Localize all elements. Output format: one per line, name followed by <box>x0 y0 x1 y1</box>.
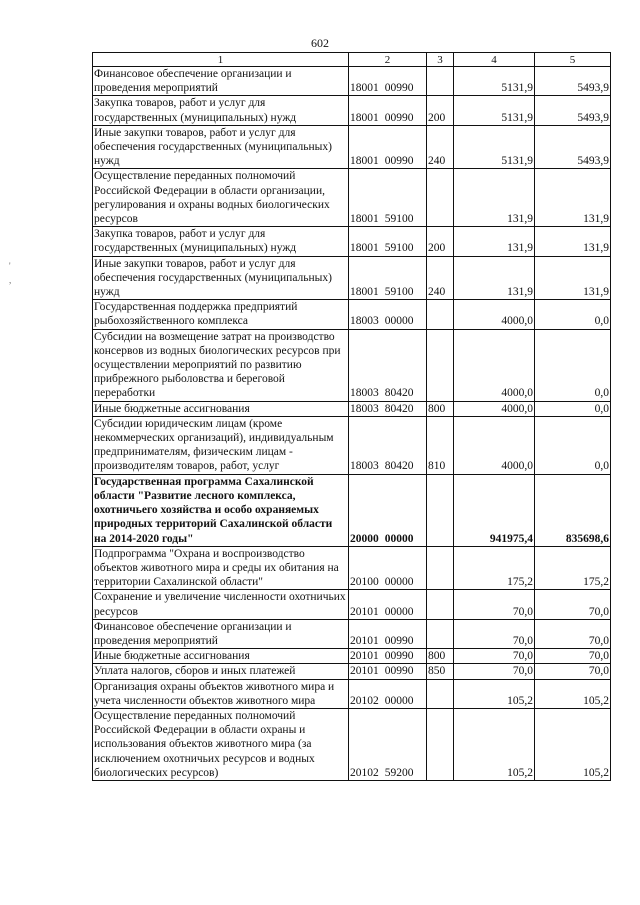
row-amount-col5: 105,2 <box>535 679 611 708</box>
row-code <box>349 300 427 329</box>
budget-table <box>92 52 611 781</box>
table-row <box>93 590 611 619</box>
row-amount-col5: 5493,9 <box>535 96 611 125</box>
row-name: Субсидии юридическим лицам (кроме некоммерческих организаций), индивидуальным предпринимателям, физическим лицам - производителям товаров, работ, услуг <box>93 416 349 474</box>
row-name: Субсидии на возмещение затрат на производство консервов из водных биологических ресурсов при осуществлении мероприятий по развитию прибрежного рыболовства и береговой переработки <box>93 329 349 401</box>
code-direction: 80420 <box>384 460 414 473</box>
row-amount-col4: 70,0 <box>454 664 535 679</box>
row-amount-col4: 70,0 <box>454 619 535 648</box>
row-expense-type: 850 <box>427 664 454 679</box>
row-amount-col4: 4000,0 <box>454 416 535 474</box>
row-code <box>349 664 427 679</box>
row-expense-type <box>427 67 454 96</box>
code-direction: 00990 <box>384 111 414 124</box>
code-direction: 00990 <box>384 155 414 168</box>
row-amount-col5: 5493,9 <box>535 67 611 96</box>
row-code <box>349 679 427 708</box>
row-expense-type: 240 <box>427 125 454 169</box>
row-amount-col5: 0,0 <box>535 329 611 401</box>
code-program: 18001 <box>350 111 379 124</box>
row-amount-col4: 131,9 <box>454 169 535 227</box>
code-direction: 00990 <box>384 82 414 95</box>
row-code <box>349 474 427 546</box>
row-code <box>349 416 427 474</box>
code-program: 20101 <box>350 665 379 678</box>
code-direction: 80420 <box>384 387 414 400</box>
header-col-4: 4 <box>454 53 535 67</box>
row-code <box>349 169 427 227</box>
row-amount-col4: 4000,0 <box>454 329 535 401</box>
table-row <box>93 619 611 648</box>
margin-mark: ' <box>9 261 11 271</box>
code-direction: 00000 <box>384 605 414 618</box>
row-code <box>349 708 427 780</box>
table-row <box>93 256 611 300</box>
row-expense-type: 200 <box>427 96 454 125</box>
page-number: 602 <box>311 36 329 50</box>
code-program: 18001 <box>350 242 379 255</box>
code-direction: 00000 <box>384 694 414 707</box>
row-amount-col5: 70,0 <box>535 619 611 648</box>
row-amount-col5: 131,9 <box>535 256 611 300</box>
row-name: Иные бюджетные ассигнования <box>93 401 349 416</box>
code-program: 20102 <box>350 766 379 779</box>
code-direction: 59100 <box>384 213 414 226</box>
row-name: Иные бюджетные ассигнования <box>93 649 349 664</box>
row-amount-col4: 105,2 <box>454 708 535 780</box>
row-name: Финансовое обеспечение организации и проведения мероприятий <box>93 619 349 648</box>
row-code <box>349 401 427 416</box>
table-row <box>93 708 611 780</box>
code-direction: 00990 <box>384 665 414 678</box>
row-name: Осуществление переданных полномочий Российской Федерации в области охраны и использования объектов животного мира (за исключением охотничьих ресурсов и водных биологических ресурсов) <box>93 708 349 780</box>
code-direction: 00000 <box>384 315 414 328</box>
code-direction: 00000 <box>384 532 414 545</box>
code-program: 20101 <box>350 634 379 647</box>
code-direction: 59200 <box>384 766 414 779</box>
header-row <box>93 53 611 67</box>
table-row <box>93 227 611 256</box>
code-program: 18001 <box>350 155 379 168</box>
code-program: 20101 <box>350 650 379 663</box>
row-expense-type <box>427 546 454 590</box>
row-expense-type <box>427 590 454 619</box>
table-row <box>93 649 611 664</box>
row-amount-col4: 70,0 <box>454 649 535 664</box>
table-row <box>93 679 611 708</box>
row-name: Сохранение и увеличение численности охотничьих ресурсов <box>93 590 349 619</box>
row-amount-col5: 0,0 <box>535 416 611 474</box>
row-expense-type <box>427 300 454 329</box>
code-program: 20102 <box>350 694 379 707</box>
code-program: 20000 <box>350 532 379 545</box>
row-code <box>349 125 427 169</box>
table-row <box>93 67 611 96</box>
code-direction: 59100 <box>384 286 414 299</box>
row-expense-type: 200 <box>427 227 454 256</box>
row-expense-type <box>427 708 454 780</box>
table-row <box>93 96 611 125</box>
row-expense-type <box>427 329 454 401</box>
header-col-1: 1 <box>93 53 349 67</box>
row-amount-col4: 70,0 <box>454 590 535 619</box>
row-code <box>349 256 427 300</box>
row-code <box>349 67 427 96</box>
table-row <box>93 474 611 546</box>
table-row <box>93 416 611 474</box>
code-program: 18001 <box>350 82 379 95</box>
row-code <box>349 227 427 256</box>
row-amount-col4: 5131,9 <box>454 67 535 96</box>
row-amount-col5: 835698,6 <box>535 474 611 546</box>
row-expense-type: 240 <box>427 256 454 300</box>
code-program: 18001 <box>350 286 379 299</box>
row-code <box>349 649 427 664</box>
header-col-2: 2 <box>349 53 427 67</box>
row-name: Организация охраны объектов животного мира и учета численности объектов животного мира <box>93 679 349 708</box>
row-amount-col5: 0,0 <box>535 300 611 329</box>
table-row <box>93 664 611 679</box>
code-program: 18003 <box>350 402 379 415</box>
code-direction: 59100 <box>384 242 414 255</box>
row-expense-type <box>427 679 454 708</box>
row-amount-col5: 105,2 <box>535 708 611 780</box>
row-name: Осуществление переданных полномочий Российской Федерации в области организации, регулирования и охраны водных биологических ресурсов <box>93 169 349 227</box>
code-program: 18003 <box>350 315 379 328</box>
row-amount-col5: 70,0 <box>535 649 611 664</box>
row-code <box>349 546 427 590</box>
row-amount-col4: 941975,4 <box>454 474 535 546</box>
row-code <box>349 590 427 619</box>
code-program: 18003 <box>350 387 379 400</box>
row-amount-col5: 0,0 <box>535 401 611 416</box>
code-program: 20101 <box>350 605 379 618</box>
code-direction: 00990 <box>384 650 414 663</box>
code-direction: 80420 <box>384 402 414 415</box>
row-amount-col4: 131,9 <box>454 227 535 256</box>
code-program: 18003 <box>350 460 379 473</box>
row-amount-col5: 131,9 <box>535 169 611 227</box>
row-code <box>349 619 427 648</box>
row-amount-col4: 4000,0 <box>454 401 535 416</box>
code-direction: 00000 <box>384 576 414 589</box>
row-amount-col5: 70,0 <box>535 664 611 679</box>
row-code <box>349 329 427 401</box>
row-amount-col5: 5493,9 <box>535 125 611 169</box>
row-name: Государственная поддержка предприятий рыбохозяйственного комплекса <box>93 300 349 329</box>
table-row <box>93 125 611 169</box>
table-row <box>93 169 611 227</box>
table-row <box>93 329 611 401</box>
row-name: Иные закупки товаров, работ и услуг для обеспечения государственных (муниципальных) нужд <box>93 125 349 169</box>
row-expense-type <box>427 169 454 227</box>
row-amount-col4: 175,2 <box>454 546 535 590</box>
table-row <box>93 401 611 416</box>
table-body <box>93 67 611 781</box>
code-program: 20100 <box>350 576 379 589</box>
row-amount-col5: 131,9 <box>535 227 611 256</box>
row-amount-col5: 175,2 <box>535 546 611 590</box>
header-col-5: 5 <box>535 53 611 67</box>
row-name: Уплата налогов, сборов и иных платежей <box>93 664 349 679</box>
code-program: 18001 <box>350 213 379 226</box>
row-amount-col4: 4000,0 <box>454 300 535 329</box>
row-expense-type <box>427 619 454 648</box>
header-col-3: 3 <box>427 53 454 67</box>
row-amount-col4: 5131,9 <box>454 96 535 125</box>
row-expense-type: 800 <box>427 401 454 416</box>
row-expense-type: 810 <box>427 416 454 474</box>
row-name: Государственная программа Сахалинской области "Развитие лесного комплекса, охотничьего хозяйства и особо охраняемых природных территорий Сахалинской области на 2014-2020 годы" <box>93 474 349 546</box>
row-name: Иные закупки товаров, работ и услуг для обеспечения государственных (муниципальных) нужд <box>93 256 349 300</box>
row-amount-col4: 131,9 <box>454 256 535 300</box>
row-expense-type <box>427 474 454 546</box>
row-name: Подпрограмма "Охрана и воспроизводство объектов животного мира и среды их обитания на территории Сахалинской области" <box>93 546 349 590</box>
table-row <box>93 300 611 329</box>
margin-mark: , <box>9 275 12 285</box>
row-code <box>349 96 427 125</box>
table-row <box>93 546 611 590</box>
row-name: Финансовое обеспечение организации и проведения мероприятий <box>93 67 349 96</box>
row-amount-col5: 70,0 <box>535 590 611 619</box>
row-name: Закупка товаров, работ и услуг для государственных (муниципальных) нужд <box>93 227 349 256</box>
row-amount-col4: 5131,9 <box>454 125 535 169</box>
code-direction: 00990 <box>384 634 414 647</box>
row-expense-type: 800 <box>427 649 454 664</box>
row-name: Закупка товаров, работ и услуг для государственных (муниципальных) нужд <box>93 96 349 125</box>
row-amount-col4: 105,2 <box>454 679 535 708</box>
